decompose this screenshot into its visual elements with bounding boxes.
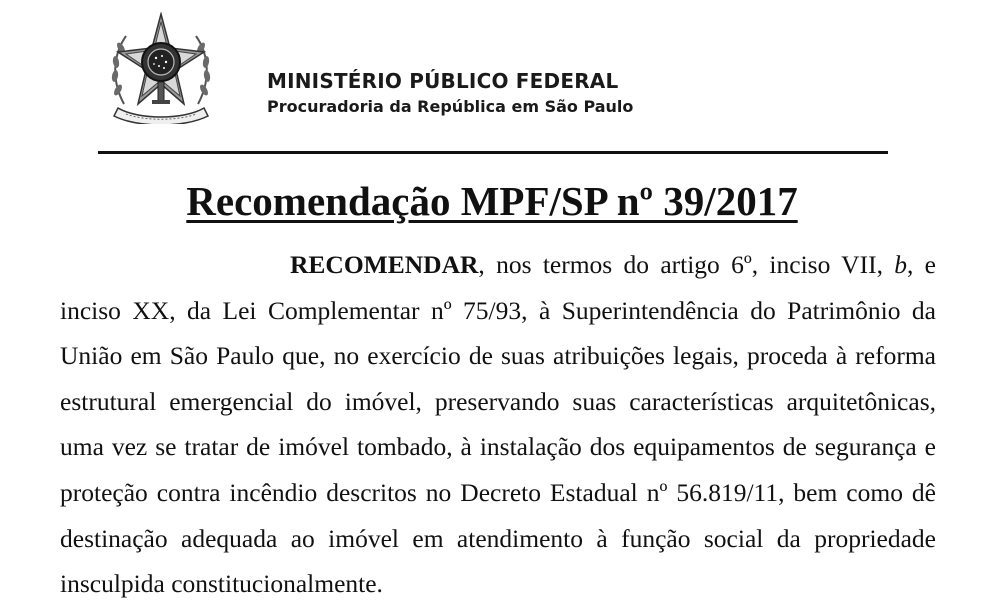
coat-of-arms-icon <box>104 12 218 124</box>
header-organization <box>267 68 633 118</box>
document-title-text: Recomendação MPF/SP nº 39/2017 <box>186 178 798 224</box>
organization-subtitle: Procuradoria da República em São Paulo <box>267 97 634 116</box>
document-title <box>0 176 984 226</box>
document-body <box>60 242 936 607</box>
body-text-2: , e inciso XX, da Lei Complementar nº 75/93, à Superintendência do Patrimônio da União em São Paulo que, no exercício de suas atribuições legais, proceda à reforma estrutural emergencial do imóvel, preservando suas características arquitetônicas, uma vez se tratar de imóvel tombado, à instalação dos equipamentos de segurança e proteção contra incêndio descritos no Decreto Estadual nº 56.819/11, bem como dê destinação adequada ao imóvel em atendimento à função social da propriedade insculpida constitucionalmente. <box>60 250 936 599</box>
header-divider <box>98 151 888 154</box>
body-text-1: , nos termos do artigo 6º, inciso VII, <box>478 250 895 279</box>
italic-letter: b <box>894 250 907 279</box>
lead-word: RECOMENDAR <box>290 250 479 279</box>
organization-name: MINISTÉRIO PÚBLICO FEDERAL <box>267 69 619 93</box>
